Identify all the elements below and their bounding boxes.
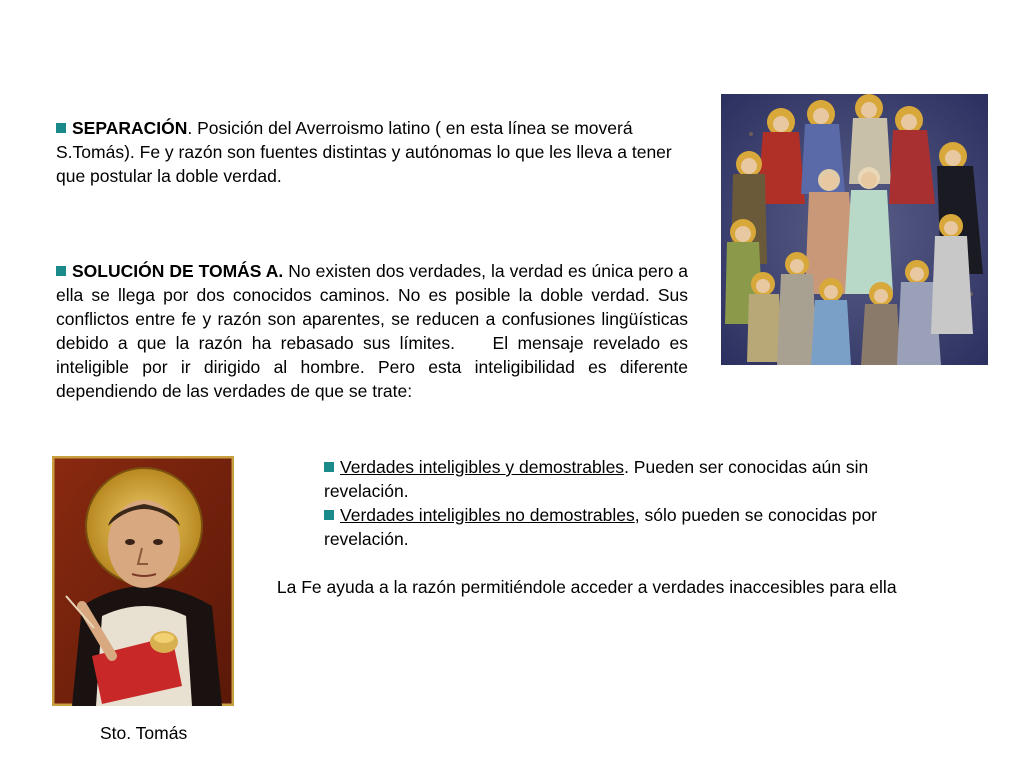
separacion-paragraph <box>56 116 688 188</box>
solucion-paragraph <box>56 259 693 403</box>
conclusion-body: La Fe ayuda a la razón permitiéndole acceder a verdades inaccesibles para ella <box>276 577 897 597</box>
santo-tomas-portrait <box>52 456 234 706</box>
square-bullet-icon <box>324 462 334 472</box>
verdad-demostrable-item <box>324 455 934 503</box>
portrait-caption: Sto. Tomás <box>100 723 188 743</box>
square-bullet-icon <box>56 266 66 276</box>
saints-painting <box>721 94 988 365</box>
square-bullet-icon <box>56 123 66 133</box>
solucion-text: No existen dos verdades, la verdad es única pero a ella se llega por dos conocidos caminos. No es posible la doble verdad. Sus conflictos entre fe y razón son aparentes, se reducen a confusiones lingüísticas debido a que la razón ha rebasado sus límites. El mensaje revelado es inteligible por ir dirigido al hombre. Pero esta inteligibilidad es diferente dependiendo de las verdades de que se trate: <box>56 261 693 401</box>
solucion-heading: SOLUCIÓN DE TOMÁS A. <box>72 261 284 281</box>
separacion-text: . Posición del Averroismo latino ( en esta línea se moverá S.Tomás). Fe y razón son fuentes distintas y autónomas lo que les lleva a tener que postular la doble verdad. <box>56 118 672 186</box>
verdad-term: Verdades inteligibles no demostrables <box>340 505 635 525</box>
verdad-no-demostrable-item <box>324 503 934 551</box>
verdad-text: . Pueden ser conocidas aún sin revelación. <box>324 457 869 501</box>
separacion-heading: SEPARACIÓN <box>72 118 188 138</box>
verdad-text: , sólo pueden se conocidas por revelación. <box>324 505 878 549</box>
conclusion-text <box>272 575 912 599</box>
verdad-term: Verdades inteligibles y demostrables <box>340 457 625 477</box>
square-bullet-icon <box>324 510 334 520</box>
